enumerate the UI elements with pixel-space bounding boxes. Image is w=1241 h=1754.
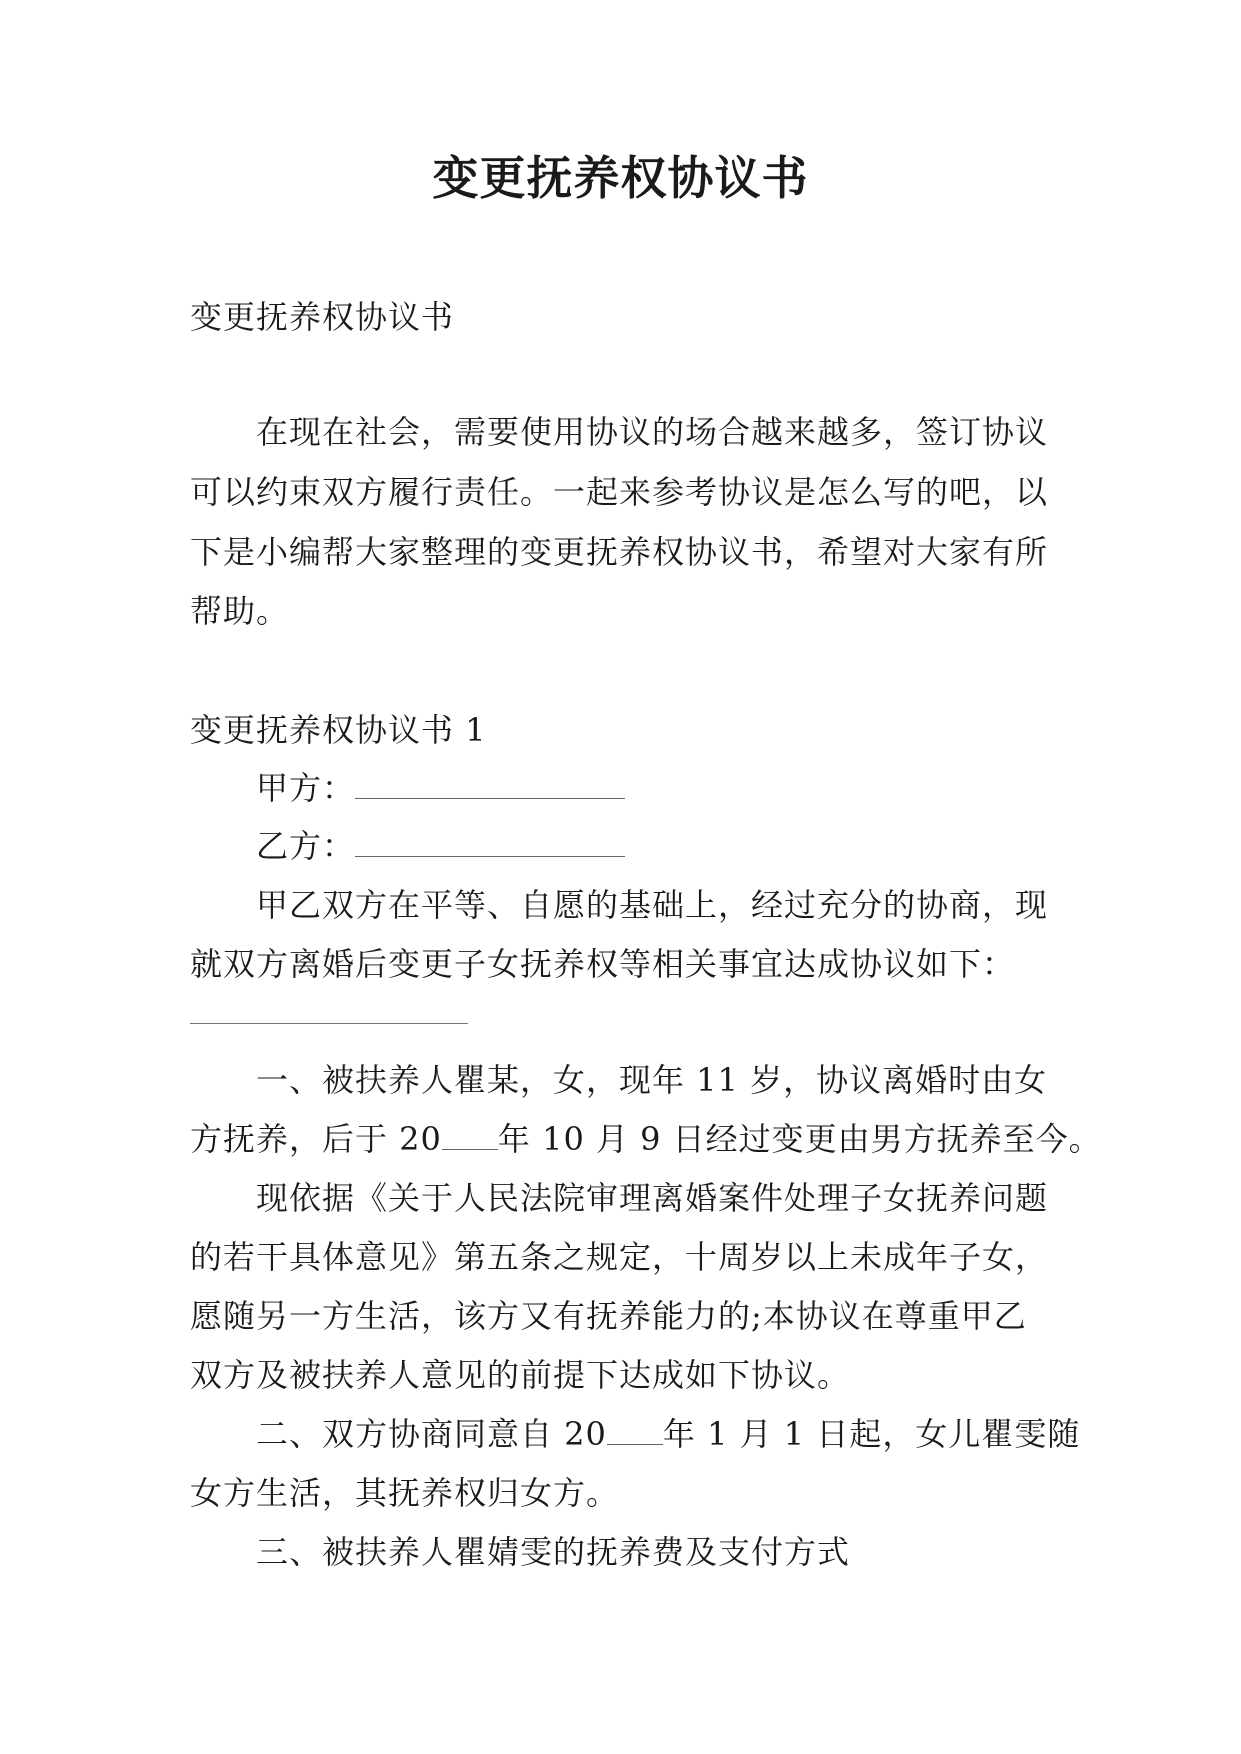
clause-1-text-a: 方抚养，后于 20 <box>190 1120 442 1158</box>
clause-2-year-blank <box>607 1420 663 1445</box>
clause-2-line-1 <box>256 1412 1136 1456</box>
clause-2-line-2: 女方生活，其抚养权归女方。 <box>190 1474 620 1512</box>
clause-1-text-b: 年 10 月 9 日经过变更由男方抚养至今。 <box>497 1120 1102 1158</box>
clause-1-year-blank <box>442 1125 498 1150</box>
clause-2-text-b: 年 1 月 1 日起，女儿瞿雯随 <box>662 1415 1081 1453</box>
clause-1-line-2 <box>190 1117 1102 1161</box>
intro-line-2: 可以约束双方履行责任。一起来参考协议是怎么写的吧，以 <box>190 473 1049 511</box>
party-b-label: 乙方： <box>256 827 356 865</box>
party-a-blank <box>355 772 625 799</box>
basis-line-1: 现依据《关于人民法院审理离婚案件处理子女抚养问题 <box>256 1179 1049 1217</box>
party-a-line <box>256 766 1136 810</box>
party-b-line <box>256 824 1136 868</box>
document-title: 变更抚养权协议书 <box>432 151 809 205</box>
divider-rule <box>190 1023 468 1024</box>
intro-line-4: 帮助。 <box>190 592 290 630</box>
intro-line-1: 在现在社会，需要使用协议的场合越来越多，签订协议 <box>256 413 1049 451</box>
basis-line-2: 的若干具体意见》第五条之规定，十周岁以上未成年子女， <box>190 1238 1049 1276</box>
preamble-line-2: 就双方离婚后变更子女抚养权等相关事宜达成协议如下： <box>190 945 1016 983</box>
clause-1-line-1: 一、被扶养人瞿某，女，现年 11 岁，协议离婚时由女 <box>256 1061 1048 1099</box>
preamble-line-1: 甲乙双方在平等、自愿的基础上，经过充分的协商，现 <box>256 886 1049 924</box>
basis-line-3: 愿随另一方生活，该方又有抚养能力的;本协议在尊重甲乙 <box>190 1297 1027 1335</box>
clause-3-line-1: 三、被扶养人瞿婧雯的抚养费及支付方式 <box>256 1533 851 1571</box>
clause-2-text-a: 二、双方协商同意自 20 <box>256 1415 607 1453</box>
party-a-label: 甲方： <box>256 769 356 807</box>
basis-line-4: 双方及被扶养人意见的前提下达成如下协议。 <box>190 1356 851 1394</box>
intro-line-3: 下是小编帮大家整理的变更抚养权协议书，希望对大家有所 <box>190 533 1049 571</box>
document-subtitle: 变更抚养权协议书 <box>190 298 455 336</box>
party-b-blank <box>355 830 625 857</box>
section-heading: 变更抚养权协议书 1 <box>190 711 487 749</box>
